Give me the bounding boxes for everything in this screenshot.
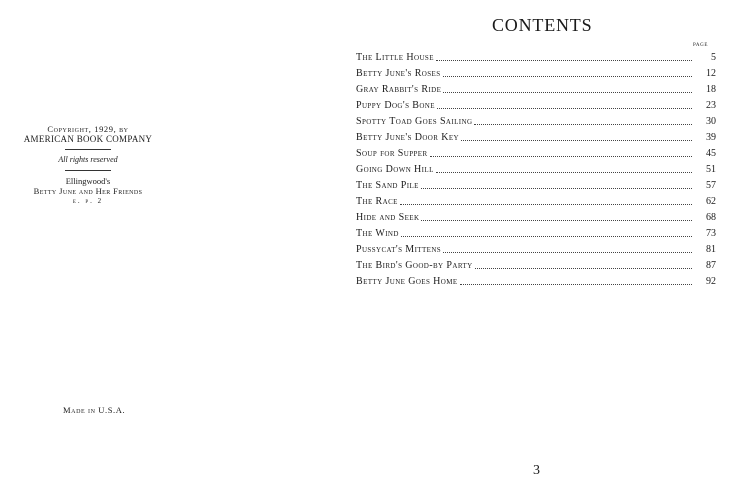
toc-entry [356,224,716,240]
toc-entry-page: 39 [706,132,716,143]
page-column-header: page [693,40,708,48]
toc-entry-page: 18 [706,84,716,95]
dot-leader [461,140,692,141]
toc-entry [356,144,716,160]
made-in-notice: Made in U.S.A. [63,405,126,415]
dot-leader [443,76,692,77]
publisher-name: AMERICAN BOOK COMPANY [23,134,153,144]
toc-entry-page: 12 [706,68,716,79]
toc-entry-title: Betty June Goes Home [356,276,458,287]
toc-entry-page: 62 [706,196,716,207]
toc-entry-page: 51 [706,164,716,175]
toc-entry [356,112,716,128]
toc-entry [356,160,716,176]
toc-entry [356,208,716,224]
toc-entry-title: The Race [356,196,398,207]
toc-entry-title: The Sand Pile [356,180,419,191]
table-of-contents [356,48,716,288]
dot-leader [475,268,692,269]
toc-entry-title: Gray Rabbit's Ride [356,84,442,95]
dot-leader [400,204,692,205]
toc-entry-page: 45 [706,148,716,159]
toc-entry-title: The Wind [356,228,399,239]
dot-leader [421,188,692,189]
copyright-page [0,0,190,483]
toc-entry-page: 5 [711,52,716,63]
dot-leader [430,156,692,157]
toc-entry-title: Betty June's Roses [356,68,441,79]
page-number: 3 [533,463,540,478]
dot-leader [421,220,692,221]
toc-entry-page: 92 [706,276,716,287]
toc-entry [356,256,716,272]
toc-entry-page: 23 [706,100,716,111]
toc-entry-page: 30 [706,116,716,127]
toc-entry [356,48,716,64]
toc-entry-title: Puppy Dog's Bone [356,100,435,111]
toc-entry [356,96,716,112]
copyright-notice: Copyright, 1929, by [47,124,129,134]
toc-entry [356,80,716,96]
toc-entry-page: 81 [706,244,716,255]
book-title: Betty June and Her Friends [33,186,143,196]
contents-title: CONTENTS [492,15,593,35]
toc-entry-page: 57 [706,180,716,191]
toc-entry [356,272,716,288]
rights-reserved: All rights reserved [58,155,118,164]
dot-leader [436,60,692,61]
toc-entry-title: Hide and Seek [356,212,420,223]
edition-code: e. p. 2 [72,197,104,205]
toc-entry-title: Betty June's Door Key [356,132,459,143]
toc-entry [356,192,716,208]
dot-leader [437,108,692,109]
dot-leader [436,172,692,173]
toc-entry-title: The Bird's Good-by Party [356,260,473,271]
author-name: Ellingwood's [65,176,111,186]
toc-entry-page: 68 [706,212,716,223]
toc-entry-title: Going Down Hill [356,164,434,175]
toc-entry-title: The Little House [356,52,434,63]
toc-entry-page: 73 [706,228,716,239]
toc-entry-title: Pussycat's Mittens [356,244,442,255]
dot-leader [460,284,692,285]
dot-leader [401,236,692,237]
toc-entry [356,176,716,192]
toc-entry-title: Soup for Supper [356,148,428,159]
toc-entry [356,240,716,256]
dot-leader [474,124,692,125]
toc-entry-page: 87 [706,260,716,271]
toc-entry [356,64,716,80]
divider [65,149,111,150]
dot-leader [443,252,692,253]
contents-page [340,0,738,483]
toc-entry-title: Spotty Toad Goes Sailing [356,116,473,127]
divider [65,170,111,171]
copyright-block [3,124,173,206]
toc-entry [356,128,716,144]
dot-leader [443,92,692,93]
